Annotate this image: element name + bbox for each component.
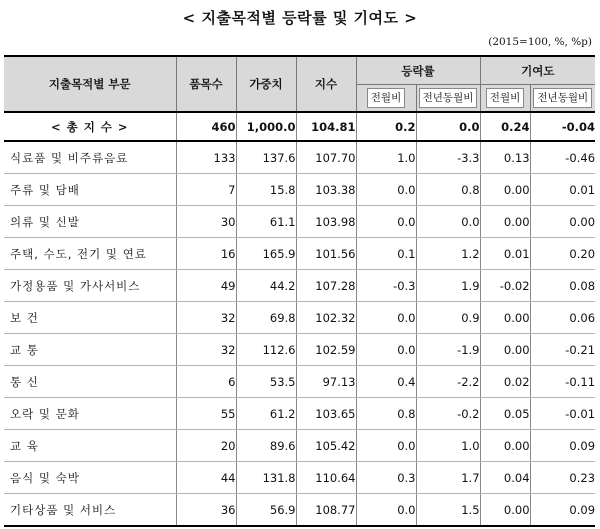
cell-items: 32 bbox=[176, 334, 236, 366]
cell-index: 97.13 bbox=[296, 366, 356, 398]
cell-weight: 89.6 bbox=[236, 430, 296, 462]
header-category: 지출목적별 부문 bbox=[4, 56, 176, 112]
cell-rate-yoy: -2.2 bbox=[416, 366, 480, 398]
header-contrib-mom bbox=[480, 85, 530, 113]
cell-index: 102.59 bbox=[296, 334, 356, 366]
cell-items: 32 bbox=[176, 302, 236, 334]
cell-contrib-mom: 0.04 bbox=[480, 462, 530, 494]
table-row bbox=[4, 141, 595, 174]
cell-items: 7 bbox=[176, 174, 236, 206]
cell-contrib-mom: 0.00 bbox=[480, 430, 530, 462]
cell-rate-yoy: 1.5 bbox=[416, 494, 480, 527]
cell-contrib-mom: 0.13 bbox=[480, 141, 530, 174]
cell-rate-yoy: 0.9 bbox=[416, 302, 480, 334]
cell-rate-yoy: -0.2 bbox=[416, 398, 480, 430]
cell-index: 107.28 bbox=[296, 270, 356, 302]
row-name: < 총 지 수 > bbox=[4, 112, 176, 141]
cell-contrib-yoy: 0.23 bbox=[530, 462, 595, 494]
cell-weight: 131.8 bbox=[236, 462, 296, 494]
row-name: 주류 및 담배 bbox=[4, 174, 176, 206]
cell-contrib-yoy: -0.11 bbox=[530, 366, 595, 398]
cell-rate-mom: 0.0 bbox=[356, 302, 416, 334]
cell-contrib-yoy: 0.08 bbox=[530, 270, 595, 302]
header-items: 품목수 bbox=[176, 56, 236, 112]
header-contrib-yoy-label: 전년동월비 bbox=[533, 88, 592, 108]
price-index-table bbox=[4, 55, 595, 527]
cell-rate-mom: 0.0 bbox=[356, 334, 416, 366]
cell-items: 44 bbox=[176, 462, 236, 494]
cell-items: 36 bbox=[176, 494, 236, 527]
cell-items: 55 bbox=[176, 398, 236, 430]
table-row bbox=[4, 238, 595, 270]
header-contrib-mom-label: 전월비 bbox=[486, 88, 524, 108]
cell-contrib-yoy: 0.06 bbox=[530, 302, 595, 334]
table-row bbox=[4, 174, 595, 206]
cell-contrib-mom: 0.24 bbox=[480, 112, 530, 141]
row-name: 보 건 bbox=[4, 302, 176, 334]
cell-weight: 15.8 bbox=[236, 174, 296, 206]
table-row bbox=[4, 398, 595, 430]
table-row bbox=[4, 206, 595, 238]
row-name: 오락 및 문화 bbox=[4, 398, 176, 430]
cell-contrib-mom: 0.01 bbox=[480, 238, 530, 270]
cell-weight: 53.5 bbox=[236, 366, 296, 398]
cell-weight: 137.6 bbox=[236, 141, 296, 174]
cell-items: 16 bbox=[176, 238, 236, 270]
header-rate: 등락률 bbox=[356, 56, 480, 85]
row-name: 교 육 bbox=[4, 430, 176, 462]
cell-contrib-yoy: -0.01 bbox=[530, 398, 595, 430]
cell-rate-yoy: 1.9 bbox=[416, 270, 480, 302]
cell-contrib-yoy: -0.04 bbox=[530, 112, 595, 141]
cell-rate-yoy: 1.2 bbox=[416, 238, 480, 270]
row-name: 기타상품 및 서비스 bbox=[4, 494, 176, 527]
cell-rate-yoy: 1.0 bbox=[416, 430, 480, 462]
cell-rate-mom: 0.4 bbox=[356, 366, 416, 398]
cell-contrib-yoy: -0.21 bbox=[530, 334, 595, 366]
cell-items: 460 bbox=[176, 112, 236, 141]
table-row bbox=[4, 430, 595, 462]
cell-contrib-yoy: 0.00 bbox=[530, 206, 595, 238]
cell-index: 103.65 bbox=[296, 398, 356, 430]
cell-index: 108.77 bbox=[296, 494, 356, 527]
cell-index: 103.38 bbox=[296, 174, 356, 206]
cell-index: 104.81 bbox=[296, 112, 356, 141]
cell-index: 105.42 bbox=[296, 430, 356, 462]
cell-rate-mom: 0.2 bbox=[356, 112, 416, 141]
cell-weight: 61.2 bbox=[236, 398, 296, 430]
table-row-total bbox=[4, 112, 595, 141]
cell-weight: 69.8 bbox=[236, 302, 296, 334]
table-row bbox=[4, 366, 595, 398]
cell-rate-mom: 0.0 bbox=[356, 494, 416, 527]
row-name: 교 통 bbox=[4, 334, 176, 366]
row-name: 가정용품 및 가사서비스 bbox=[4, 270, 176, 302]
cell-rate-mom: 0.8 bbox=[356, 398, 416, 430]
cell-items: 30 bbox=[176, 206, 236, 238]
header-rate-yoy-label: 전년동월비 bbox=[419, 88, 478, 108]
row-name: 주택, 수도, 전기 및 연료 bbox=[4, 238, 176, 270]
header-contribution: 기여도 bbox=[480, 56, 595, 85]
header-rate-mom-label: 전월비 bbox=[367, 88, 405, 108]
cell-contrib-mom: 0.02 bbox=[480, 366, 530, 398]
cell-rate-yoy: -3.3 bbox=[416, 141, 480, 174]
table-row bbox=[4, 270, 595, 302]
cell-rate-yoy: 1.7 bbox=[416, 462, 480, 494]
cell-items: 6 bbox=[176, 366, 236, 398]
cell-contrib-yoy: 0.20 bbox=[530, 238, 595, 270]
cell-rate-yoy: 0.0 bbox=[416, 206, 480, 238]
header-weight: 가중치 bbox=[236, 56, 296, 112]
table-row bbox=[4, 334, 595, 366]
row-name: 식료품 및 비주류음료 bbox=[4, 141, 176, 174]
cell-contrib-yoy: -0.46 bbox=[530, 141, 595, 174]
cell-weight: 56.9 bbox=[236, 494, 296, 527]
cell-rate-mom: 1.0 bbox=[356, 141, 416, 174]
table-row bbox=[4, 462, 595, 494]
cell-rate-mom: -0.3 bbox=[356, 270, 416, 302]
row-name: 음식 및 숙박 bbox=[4, 462, 176, 494]
cell-rate-yoy: 0.0 bbox=[416, 112, 480, 141]
cell-contrib-yoy: 0.09 bbox=[530, 430, 595, 462]
cell-index: 110.64 bbox=[296, 462, 356, 494]
cell-rate-mom: 0.0 bbox=[356, 206, 416, 238]
cell-rate-mom: 0.1 bbox=[356, 238, 416, 270]
cell-contrib-mom: -0.02 bbox=[480, 270, 530, 302]
cell-items: 133 bbox=[176, 141, 236, 174]
row-name: 통 신 bbox=[4, 366, 176, 398]
cell-weight: 1,000.0 bbox=[236, 112, 296, 141]
cell-contrib-yoy: 0.01 bbox=[530, 174, 595, 206]
page-title: < 지출목적별 등락률 및 기여도 > bbox=[182, 9, 418, 27]
header-rate-yoy bbox=[416, 85, 480, 113]
cell-index: 102.32 bbox=[296, 302, 356, 334]
cell-rate-mom: 0.0 bbox=[356, 430, 416, 462]
unit-note: (2015=100, %, %p) bbox=[488, 36, 592, 48]
cell-rate-mom: 0.3 bbox=[356, 462, 416, 494]
cell-items: 49 bbox=[176, 270, 236, 302]
cell-weight: 44.2 bbox=[236, 270, 296, 302]
cell-weight: 165.9 bbox=[236, 238, 296, 270]
cell-weight: 112.6 bbox=[236, 334, 296, 366]
cell-contrib-mom: 0.00 bbox=[480, 302, 530, 334]
row-name: 의류 및 신발 bbox=[4, 206, 176, 238]
cell-contrib-mom: 0.00 bbox=[480, 334, 530, 366]
table-row bbox=[4, 302, 595, 334]
cell-index: 103.98 bbox=[296, 206, 356, 238]
header-index: 지수 bbox=[296, 56, 356, 112]
header-contrib-yoy bbox=[530, 85, 595, 113]
cell-contrib-mom: 0.00 bbox=[480, 494, 530, 527]
cell-rate-yoy: -1.9 bbox=[416, 334, 480, 366]
cell-index: 107.70 bbox=[296, 141, 356, 174]
cell-contrib-mom: 0.00 bbox=[480, 174, 530, 206]
cell-rate-yoy: 0.8 bbox=[416, 174, 480, 206]
cell-contrib-mom: 0.05 bbox=[480, 398, 530, 430]
cell-weight: 61.1 bbox=[236, 206, 296, 238]
cell-items: 20 bbox=[176, 430, 236, 462]
header-rate-mom bbox=[356, 85, 416, 113]
table-row bbox=[4, 494, 595, 527]
cell-rate-mom: 0.0 bbox=[356, 174, 416, 206]
cell-index: 101.56 bbox=[296, 238, 356, 270]
cell-contrib-mom: 0.00 bbox=[480, 206, 530, 238]
cell-contrib-yoy: 0.09 bbox=[530, 494, 595, 527]
